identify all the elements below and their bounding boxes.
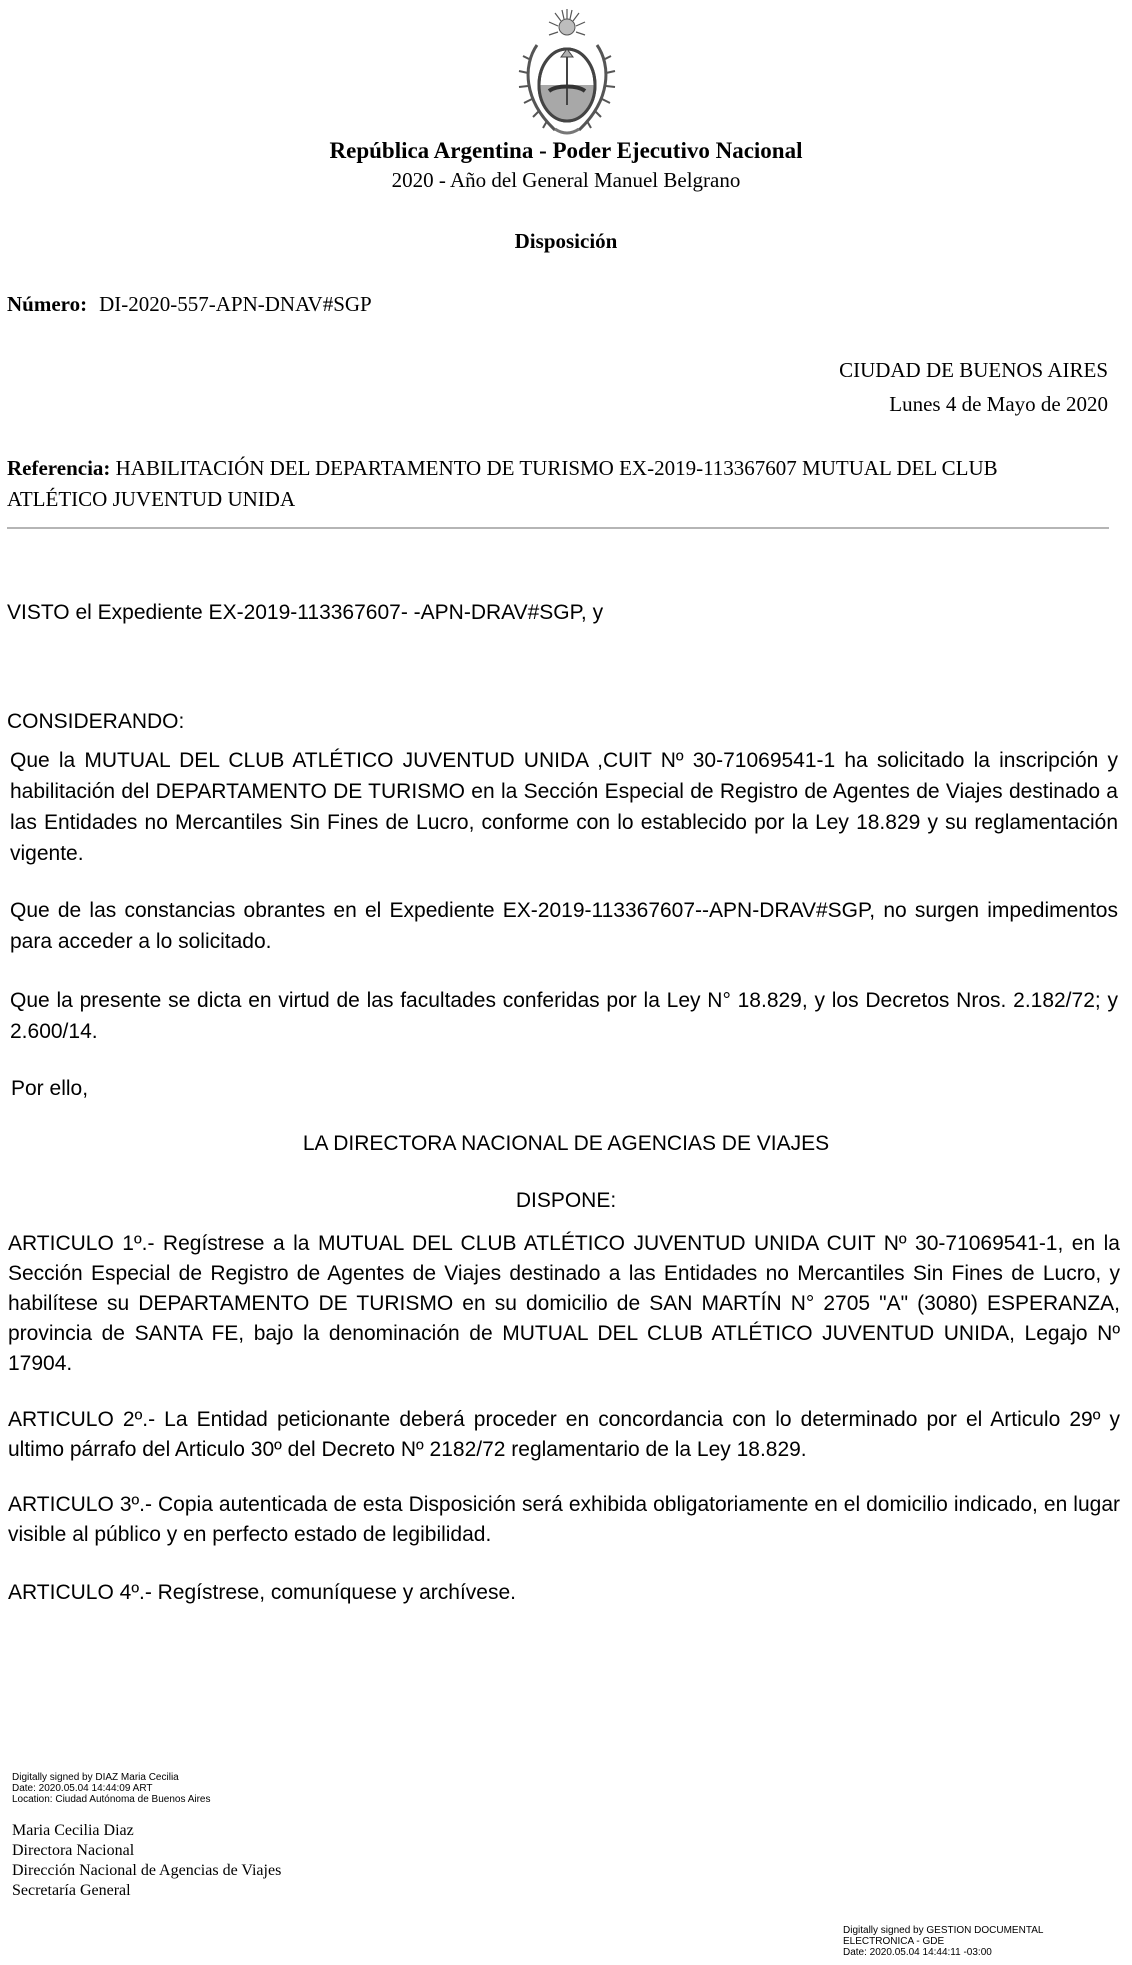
considerando-paragraph-2: Que de las constancias obrantes en el Expediente EX-2019-113367607--APN-DRAV#SGP, no surgen impedimentos para acceder a lo solicitado. [10, 899, 1118, 953]
document-number-value: DI-2020-557-APN-DNAV#SGP [99, 292, 372, 316]
articulo-3: ARTICULO 3º.- Copia autenticada de esta Disposición será exhibida obligatoriamente en el domicilio indicado, en lugar visible al público y en perfecto estado de legibilidad. [8, 1493, 1120, 1546]
signature-1-signer: Digitally signed by DIAZ Maria Cecilia [12, 1772, 179, 1783]
directora-heading: LA DIRECTORA NACIONAL DE AGENCIAS DE VIAJES [302, 1132, 830, 1155]
articulo-2: ARTICULO 2º.- La Entidad peticionante deberá proceder en concordancia con lo determinado por el Articulo 29º y ultimo párrafo del Articulo 30º del Decreto Nº 2182/72 reglamentario de la Ley 18.829. [8, 1408, 1120, 1461]
considerando-heading: CONSIDERANDO: [7, 710, 185, 733]
articulo-4: ARTICULO 4º.- Regístrese, comuníquese y archívese. [8, 1581, 516, 1604]
digital-signature-2 [843, 1925, 1043, 1958]
document-number-label: Número: [7, 292, 88, 316]
signature-2-signer: Digitally signed by GESTION DOCUMENTAL [843, 1925, 1044, 1936]
signature-1-date: Date: 2020.05.04 14:44:09 ART [12, 1783, 153, 1794]
signature-2-signer-cont: ELECTRONICA - GDE [843, 1936, 945, 1947]
considerando-paragraph-3: Que la presente se dicta en virtud de las facultades conferidas por la Ley N° 18.829, y los Decretos Nros. 2.182/72; y 2.600/14. [10, 989, 1118, 1043]
signatory-role: Directora Nacional [12, 1842, 135, 1859]
header-year-line: 2020 - Año del General Manuel Belgrano [391, 168, 741, 192]
header-divider [7, 527, 1109, 529]
signatory-office: Dirección Nacional de Agencias de Viajes [12, 1862, 282, 1879]
signatory-block [12, 1821, 281, 1901]
reference-label: Referencia: [7, 456, 111, 480]
reference [7, 453, 1067, 515]
document-number [7, 292, 372, 317]
reference-value: HABILITACIÓN DEL DEPARTAMENTO DE TURISMO EX-2019-113367607 MUTUAL DEL CLUB ATLÉTICO JUVENTUD UNIDA [7, 456, 998, 511]
visto-line: VISTO el Expediente EX-2019-113367607- -APN-DRAV#SGP, y [7, 601, 604, 624]
argentina-coat-of-arms-icon [515, 5, 619, 140]
signatory-secretariat: Secretaría General [12, 1882, 131, 1899]
dispone-heading: DISPONE: [515, 1189, 617, 1212]
articulo-1: ARTICULO 1º.- Regístrese a la MUTUAL DEL CLUB ATLÉTICO JUVENTUD UNIDA CUIT Nº 30-71069541-1, en la Sección Especial de Registro de Agentes de Viajes destinado a las Entidades no Mercantiles Sin Fines de Lucro, y habilítese su DEPARTAMENTO DE TURISMO en su domicilio de SAN MARTÍN N° 2705 "A" (3080) ESPERANZA, provincia de SANTA FE, bajo la denominación de MUTUAL DEL CLUB ATLÉTICO JUVENTUD UNIDA, Legajo Nº 17904. [8, 1232, 1120, 1375]
signature-2-date: Date: 2020.05.04 14:44:11 -03:00 [843, 1947, 992, 1958]
signatory-name: Maria Cecilia Diaz [12, 1822, 134, 1839]
header-title: República Argentina - Poder Ejecutivo Nacional [329, 138, 803, 163]
signature-1-location: Location: Ciudad Autónoma de Buenos Aires [12, 1794, 211, 1805]
considerando-paragraph-1: Que la MUTUAL DEL CLUB ATLÉTICO JUVENTUD UNIDA ,CUIT Nº 30-71069541-1 ha solicitado la inscripción y habilitación del DEPARTAMENTO DE TURISMO en la Sección Especial de Registro de Agentes de Viajes destinado a las Entidades no Mercantiles Sin Fines de Lucro, conforme con lo establecido por la Ley 18.829 y su reglamentación vigente. [10, 749, 1118, 865]
document-type: Disposición [514, 229, 618, 253]
por-ello-line: Por ello, [11, 1077, 89, 1100]
document-city: CIUDAD DE BUENOS AIRES [839, 358, 1108, 382]
digital-signature-1 [12, 1772, 210, 1805]
document-date: Lunes 4 de Mayo de 2020 [889, 392, 1108, 416]
